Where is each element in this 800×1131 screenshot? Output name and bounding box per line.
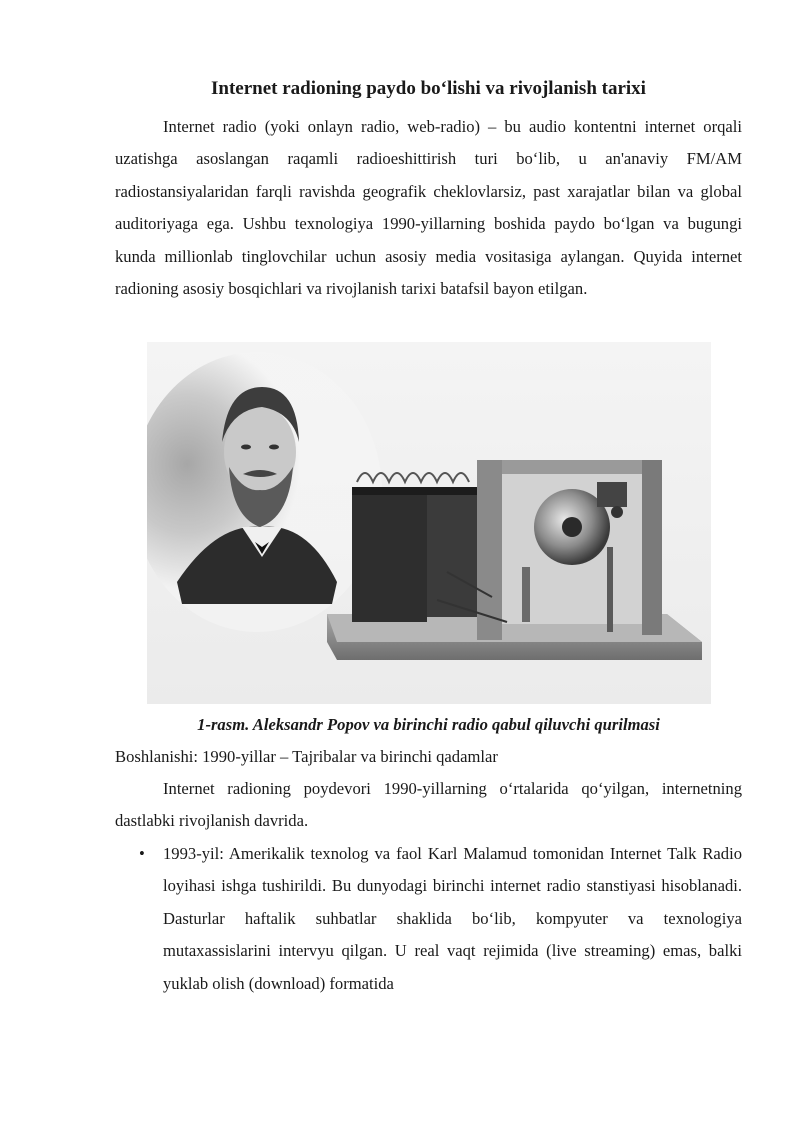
intro-paragraph: Internet radio (yoki onlayn radio, web-radio) – bu audio kontentni internet orqali uzatishga asoslangan raqamli radioeshittirish turi bo‘lib, u an'anaviy FM/AM radiostansiyalaridan farqli ravishda geografik cheklovlarsiz, past xarajatlar bilan va global auditoriyaga ega. Ushbu texnologiya 1990-yillarning boshida paydo bo‘lgan va bugungi kunda millionlab tinglovchilar uchun asosiy media vositasiga aylangan. Quyida internet radioning asosiy bosqichlari va rivojlanish tarixi batafsil bayon etilgan. (115, 117, 742, 299)
section-heading: Boshlanishi: 1990-yillar – Tajribalar va birinchi qadamlar (115, 747, 498, 766)
bullet-list (115, 838, 742, 1000)
list-item-text: 1993-yil: Amerikalik texnolog va faol Karl Malamud tomonidan Internet Talk Radio loyihasi ishga tushirildi. Bu dunyodagi birinchi internet radio stanstiyasi hisoblanadi. Dasturlar haftalik suhbatlar shaklida bo‘lib, kompyuter va texnologiya mutaxassislarini intervyu qilgan. U real vaqt rejimida (live streaming) emas, balki yuklab olish (download) formatida (163, 844, 742, 993)
document-title: Internet radioning paydo bo‘lishi va rivojlanish tarixi (211, 78, 646, 99)
radio-receiver-illustration (327, 460, 702, 660)
figure-image (147, 342, 711, 704)
bullet-marker: • (139, 844, 145, 863)
figure-caption: 1-rasm. Aleksandr Popov va birinchi radio qabul qiluvchi qurilmasi (197, 715, 660, 734)
list-item (115, 838, 742, 1000)
section-paragraph: Internet radioning poydevori 1990-yillarning o‘rtalarida qo‘yilgan, internetning dastlabki rivojlanish davrida. (115, 779, 742, 831)
